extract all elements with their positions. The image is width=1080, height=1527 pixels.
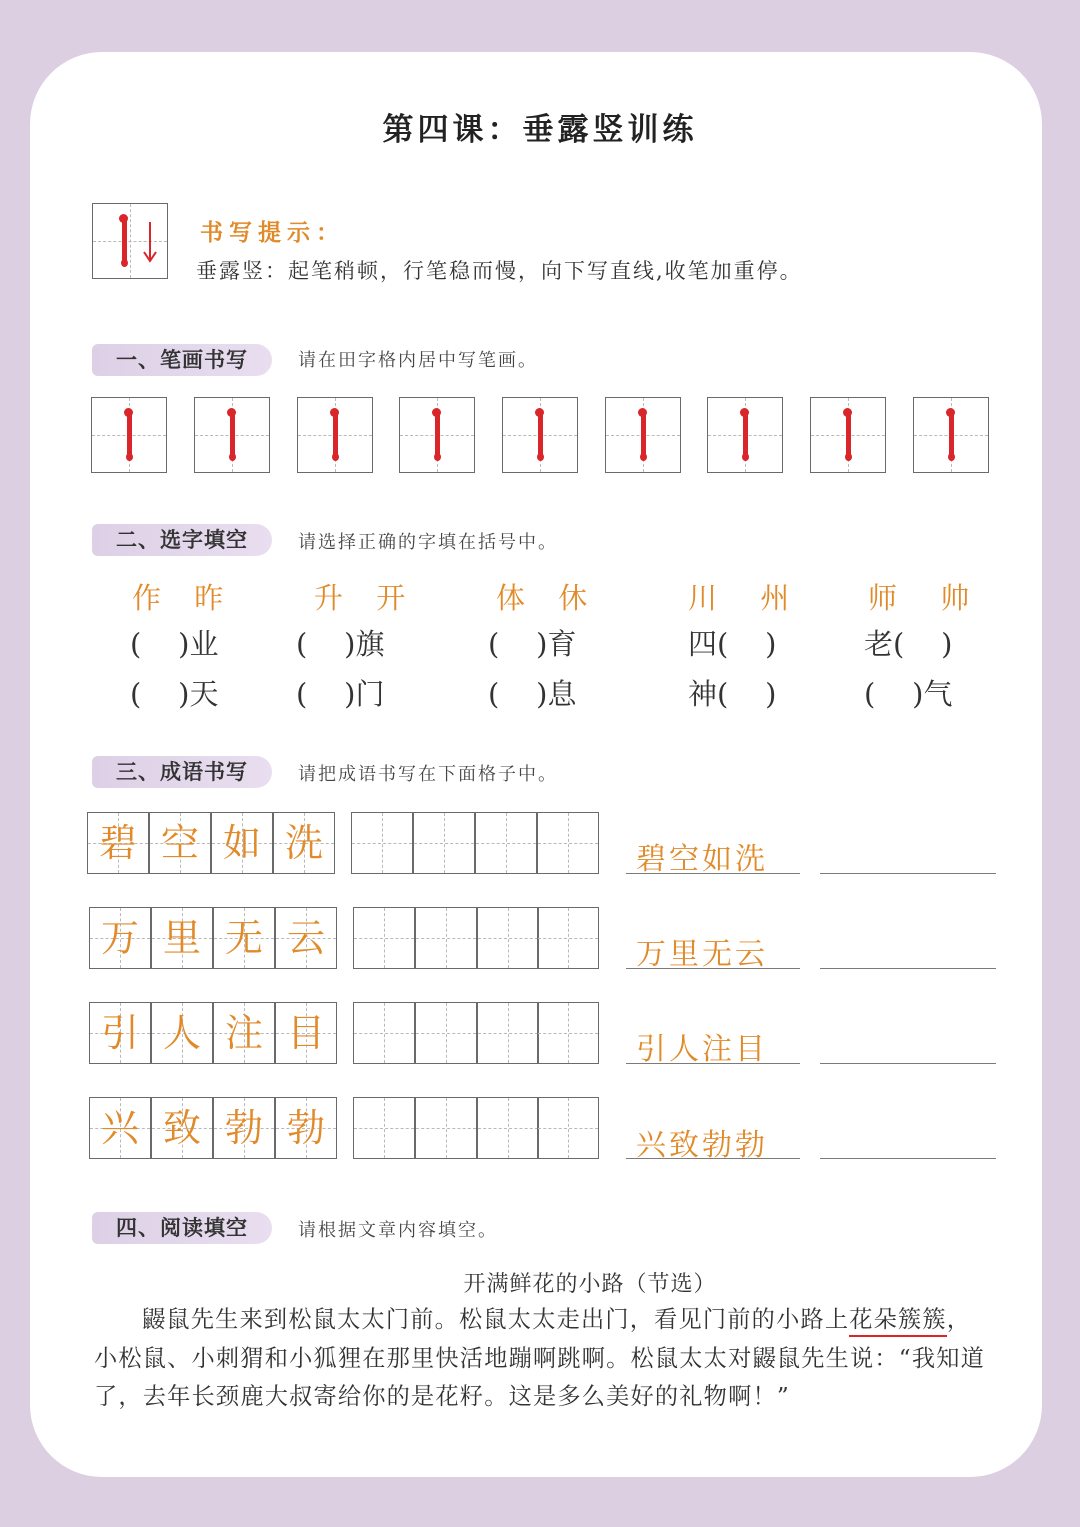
answer-line[interactable]	[820, 968, 996, 970]
fill-blank[interactable]: 四( )	[688, 627, 777, 661]
choice-pair: 作 昨	[132, 581, 224, 615]
reading-title: 开满鲜花的小路（节选）	[463, 1272, 717, 1297]
section-label-4: 四、阅读填空	[92, 1212, 272, 1244]
idiom-text: 引人注目	[636, 1032, 768, 1067]
model-char: 万	[100, 916, 139, 960]
idiom-row	[88, 1002, 600, 1064]
practice-grid[interactable]	[194, 397, 270, 473]
vertical-stroke-icon	[846, 410, 851, 459]
practice-grid[interactable]	[399, 397, 475, 473]
writing-grid[interactable]	[537, 907, 599, 969]
practice-grid[interactable]	[707, 397, 783, 473]
model-grid	[275, 1097, 337, 1159]
model-char: 人	[162, 1011, 201, 1055]
section-label-2: 二、选字填空	[92, 524, 272, 556]
model-char: 致	[162, 1106, 201, 1150]
writing-grid[interactable]	[413, 812, 475, 874]
writing-grid[interactable]	[415, 1097, 477, 1159]
fill-blank[interactable]: ( )门	[296, 677, 385, 711]
model-grid	[275, 907, 337, 969]
answer-line[interactable]	[820, 1063, 996, 1065]
answer-line[interactable]	[820, 1158, 996, 1160]
choice-pair: 川 州	[688, 581, 790, 615]
practice-grid[interactable]	[810, 397, 886, 473]
writing-grid[interactable]	[353, 907, 415, 969]
model-grid	[213, 907, 275, 969]
vertical-stroke-icon	[538, 410, 543, 459]
vertical-stroke-icon	[743, 410, 748, 459]
answer-line[interactable]	[820, 873, 996, 875]
writing-grid[interactable]	[353, 1002, 415, 1064]
hint-text: 垂露竖：起笔稍顿，行笔稳而慢，向下写直线,收笔加重停。	[196, 259, 803, 283]
idiom-row	[88, 812, 600, 874]
section-instruction-4: 请根据文章内容填空。	[298, 1220, 498, 1241]
vertical-stroke-icon	[122, 216, 127, 265]
section-instruction-2: 请选择正确的字填在括号中。	[298, 532, 558, 553]
model-grid	[211, 812, 273, 874]
model-grid	[151, 1002, 213, 1064]
writing-grid[interactable]	[537, 1002, 599, 1064]
fill-blank[interactable]: 神( )	[688, 677, 777, 711]
fill-blank[interactable]: ( )业	[130, 627, 219, 661]
model-char: 云	[286, 916, 325, 960]
model-char: 引	[100, 1011, 139, 1055]
fill-blank[interactable]: ( )气	[864, 677, 953, 711]
practice-grid[interactable]	[913, 397, 989, 473]
choice-pair: 升 开	[314, 581, 406, 615]
idiom-text: 碧空如洗	[636, 842, 768, 877]
copy-line	[626, 1158, 800, 1160]
model-grid	[149, 812, 211, 874]
passage-text: ，小松鼠、小刺猬和小狐狸在那里快活地蹦啊跳啊。松鼠太太对鼹鼠先生说：“我知道了，去年长颈鹿大叔寄给你的是花籽。这是多么美好的礼物啊！”	[94, 1306, 986, 1410]
model-char: 注	[224, 1011, 263, 1055]
model-grid	[89, 1002, 151, 1064]
underlined-phrase: 花朵簇簇	[849, 1306, 947, 1337]
copy-line	[626, 968, 800, 970]
vertical-stroke-icon	[230, 410, 235, 459]
writing-grid[interactable]	[477, 1097, 539, 1159]
model-grid	[273, 812, 335, 874]
model-char: 无	[224, 916, 263, 960]
section-instruction-1: 请在田字格内居中写笔画。	[298, 350, 538, 371]
model-char: 勃	[286, 1106, 325, 1150]
fill-blank[interactable]: 老( )	[864, 627, 953, 661]
section-label-1: 一、笔画书写	[92, 344, 272, 376]
writing-grid[interactable]	[537, 1097, 599, 1159]
model-grid	[151, 907, 213, 969]
fill-blank[interactable]: ( )天	[130, 677, 219, 711]
writing-grid[interactable]	[353, 1097, 415, 1159]
writing-grid[interactable]	[477, 1002, 539, 1064]
practice-grid[interactable]	[502, 397, 578, 473]
idiom-row	[88, 907, 600, 969]
choice-pair: 体 休	[496, 581, 588, 615]
idiom-text: 兴致勃勃	[636, 1128, 768, 1163]
vertical-stroke-icon	[949, 410, 954, 459]
writing-grid[interactable]	[537, 812, 599, 874]
copy-line	[626, 873, 800, 875]
model-char: 洗	[284, 821, 323, 865]
model-grid	[89, 1097, 151, 1159]
practice-grid[interactable]	[297, 397, 373, 473]
idiom-text: 万里无云	[636, 937, 768, 972]
passage-text: 鼹鼠先生来到松鼠太太门前。松鼠太太走出门，看见门前的小路上	[142, 1306, 850, 1333]
model-grid	[87, 812, 149, 874]
fill-blank[interactable]: ( )息	[488, 677, 577, 711]
fill-blank[interactable]: ( )旗	[296, 627, 385, 661]
practice-grid[interactable]	[91, 397, 167, 473]
model-grid	[89, 907, 151, 969]
model-char: 空	[160, 821, 199, 865]
model-char: 目	[286, 1011, 325, 1055]
reading-passage	[94, 1301, 994, 1417]
model-char: 兴	[100, 1106, 139, 1150]
practice-grid[interactable]	[605, 397, 681, 473]
model-char: 勃	[224, 1106, 263, 1150]
idiom-row	[88, 1097, 600, 1159]
section-label-3: 三、成语书写	[92, 756, 272, 788]
vertical-stroke-icon	[333, 410, 338, 459]
section-instruction-3: 请把成语书写在下面格子中。	[298, 764, 558, 785]
model-char: 如	[222, 821, 261, 865]
vertical-stroke-icon	[435, 410, 440, 459]
writing-grid[interactable]	[477, 907, 539, 969]
model-grid	[151, 1097, 213, 1159]
choice-pair: 师 帅	[868, 581, 970, 615]
fill-blank[interactable]: ( )育	[488, 627, 577, 661]
vertical-stroke-icon	[127, 410, 132, 459]
model-char: 碧	[98, 821, 137, 865]
writing-grid[interactable]	[415, 1002, 477, 1064]
page-title: 第四课：垂露竖训练	[382, 112, 698, 148]
model-grid	[213, 1097, 275, 1159]
writing-grid[interactable]	[351, 812, 413, 874]
model-char: 里	[162, 916, 201, 960]
copy-line	[626, 1063, 800, 1065]
model-grid	[275, 1002, 337, 1064]
hint-title: 书写提示：	[200, 220, 345, 246]
vertical-stroke-icon	[641, 410, 646, 459]
writing-grid[interactable]	[475, 812, 537, 874]
writing-grid[interactable]	[415, 907, 477, 969]
model-grid	[213, 1002, 275, 1064]
down-arrow-icon	[140, 220, 160, 264]
